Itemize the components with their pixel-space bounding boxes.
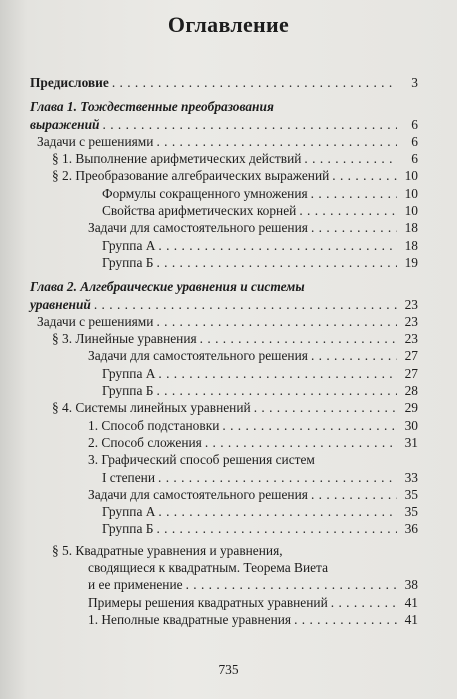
- toc-entry[interactable]: Задачи с решениями . . . 6: [30, 133, 418, 150]
- toc-chapter-2[interactable]: уравнений . . . 23: [30, 296, 418, 313]
- toc-entry[interactable]: 1. Способ подстановки . . . 30: [30, 417, 418, 434]
- toc-page-number: 23: [404, 331, 418, 347]
- toc-entry-line2[interactable]: сводящиеся к квадратным. Теорема Виета: [88, 560, 329, 576]
- toc-entry[interactable]: § 1. Выполнение арифметических действий . . . 6: [30, 150, 418, 167]
- toc-page-number: 33: [404, 469, 418, 485]
- toc-page-number: 18: [404, 237, 418, 253]
- toc-entry[interactable]: Группа А . . . 35: [30, 503, 418, 520]
- toc-entry[interactable]: Группа Б . . . 36: [30, 520, 418, 537]
- toc-page-number: 30: [404, 417, 418, 433]
- toc-entry[interactable]: § 2. Преобразование алгебраических выражений . . . 10: [30, 167, 418, 184]
- table-of-contents: [30, 74, 418, 628]
- toc-page-number: 23: [404, 296, 418, 312]
- toc-entry[interactable]: § 3. Линейные уравнения . . . 23: [30, 330, 418, 347]
- toc-entry[interactable]: Свойства арифметических корней . . . 10: [30, 202, 418, 219]
- toc-entry[interactable]: и ее применение . . . 38: [30, 576, 418, 593]
- toc-chapter-2-line1[interactable]: Глава 2. Алгебраические уравнения и системы: [30, 279, 305, 295]
- toc-page-number: 28: [404, 383, 418, 399]
- toc-page-number: 35: [404, 486, 418, 502]
- toc-entry[interactable]: Задачи с решениями . . . 23: [30, 313, 418, 330]
- toc-page-number: 38: [404, 577, 418, 593]
- toc-entry[interactable]: Примеры решения квадратных уравнений . . . 41: [30, 594, 418, 611]
- toc-chapter-1-line1[interactable]: Глава 1. Тождественные преобразования: [30, 99, 274, 115]
- toc-entry[interactable]: Группа А . . . 27: [30, 365, 418, 382]
- toc-page-number: 6: [411, 133, 418, 149]
- page-number: 735: [218, 662, 239, 677]
- toc-entry[interactable]: Формулы сокращенного умножения . . . 10: [30, 185, 418, 202]
- toc-page-number: 27: [404, 348, 418, 364]
- toc-page-number: 27: [404, 365, 418, 381]
- toc-chapter-1[interactable]: выражений . . . 6: [30, 116, 418, 133]
- toc-page-number: 10: [404, 185, 418, 201]
- toc-page-number: 6: [411, 151, 418, 167]
- toc-page-number: 41: [404, 611, 418, 627]
- toc-page-number: 35: [404, 504, 418, 520]
- toc-page-number: 36: [404, 521, 418, 537]
- toc-page-number: 29: [404, 400, 418, 416]
- toc-entry[interactable]: Задачи для самостоятельного решения . . . 27: [30, 347, 418, 364]
- toc-page-number: 6: [411, 116, 418, 132]
- toc-entry-line1[interactable]: 3. Графический способ решения систем: [88, 452, 315, 468]
- toc-entry[interactable]: Задачи для самостоятельного решения . . . 35: [30, 486, 418, 503]
- toc-entry[interactable]: Группа Б . . . 28: [30, 382, 418, 399]
- toc-entry-line1[interactable]: § 5. Квадратные уравнения и уравнения,: [52, 542, 283, 558]
- toc-page-number: 19: [404, 254, 418, 270]
- toc-page-number: 10: [404, 203, 418, 219]
- toc-entry[interactable]: 2. Способ сложения . . . 31: [30, 434, 418, 451]
- toc-page-number: 3: [411, 75, 418, 90]
- toc-entry[interactable]: 1. Неполные квадратные уравнения . . . 41: [30, 611, 418, 628]
- toc-entry[interactable]: Задачи для самостоятельного решения . . . 18: [30, 219, 418, 236]
- toc-entry[interactable]: I степени . . . 33: [30, 469, 418, 486]
- toc-page-number: 10: [404, 168, 418, 184]
- toc-page-number: 31: [404, 434, 418, 450]
- toc-page-number: 41: [404, 594, 418, 610]
- toc-page-number: 23: [404, 313, 418, 329]
- toc-entry[interactable]: Группа Б . . . 19: [30, 254, 418, 271]
- toc-entry[interactable]: § 4. Системы линейных уравнений . . . 29: [30, 399, 418, 416]
- toc-entry-preface[interactable]: Предисловие . . . 3: [30, 74, 418, 91]
- toc-entry[interactable]: Группа А . . . 18: [30, 237, 418, 254]
- toc-page-number: 18: [404, 220, 418, 236]
- page-title: Оглавление: [167, 12, 290, 37]
